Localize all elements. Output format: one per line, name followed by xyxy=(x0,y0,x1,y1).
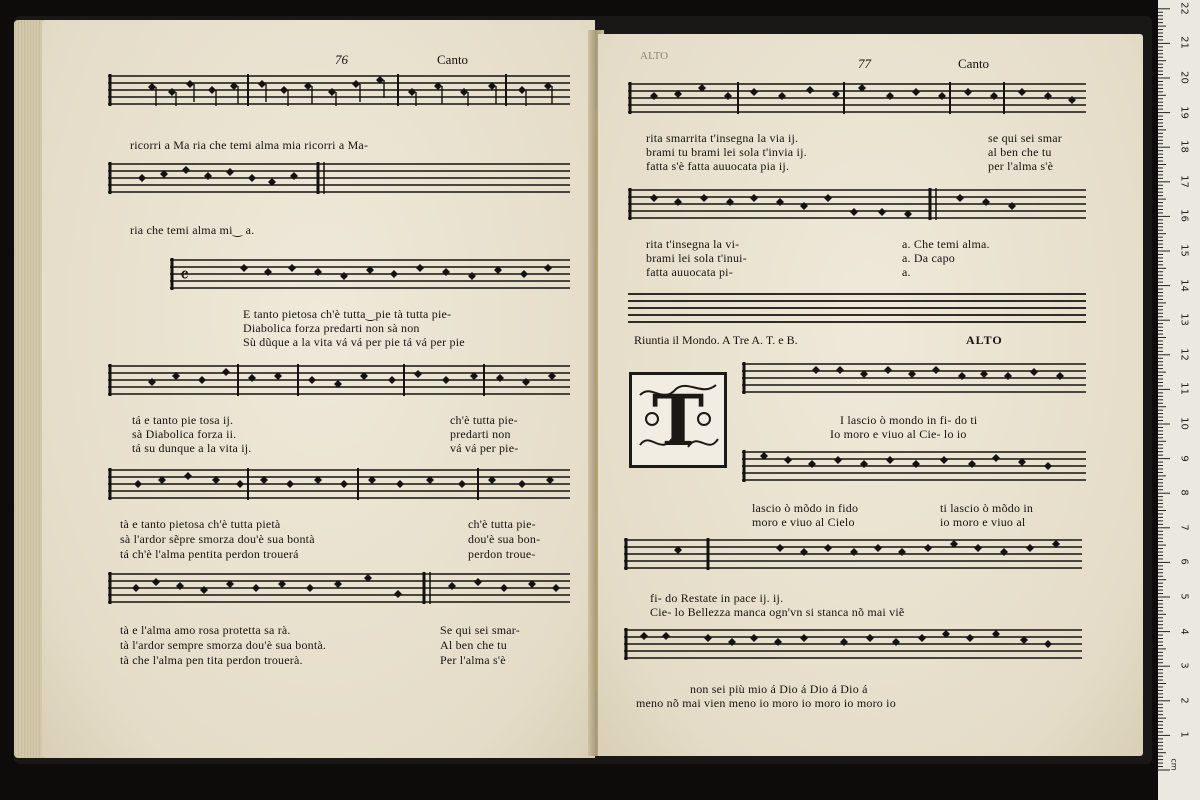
lyric-line: ricorri a Ma ria che temi alma mia ricorri a Ma- xyxy=(130,138,369,152)
part-label: Canto xyxy=(958,56,990,71)
ruler-number: 4 xyxy=(1178,627,1190,635)
ruler-number: 8 xyxy=(1178,489,1190,496)
lyric-line: a. Che temi alma. xyxy=(902,237,990,251)
ruler-number: 9 xyxy=(1178,454,1190,462)
lyric-line: tá su dunque a la vita ij. xyxy=(132,441,252,455)
lyric-line: Diabolica forza predarti non sà non xyxy=(243,321,420,335)
lyric-line: meno nõ mai vien meno io moro io moro io moro io xyxy=(636,696,896,710)
lyric-line: tà e l'alma amo rosa protetta sa rà. xyxy=(120,623,291,637)
lyric-line: I lascio ò mondo in fi- do ti xyxy=(840,413,978,427)
music-staff xyxy=(624,536,1082,570)
music-staff xyxy=(628,186,1086,220)
ruler-number: 11 xyxy=(1178,382,1190,396)
music-staff xyxy=(108,466,570,500)
lyric-line: rita smarrita t'insegna la via ij. xyxy=(646,131,799,145)
lyric-line: Sù dũque a la vita vá vá per pie tá vá per pie xyxy=(243,335,465,349)
ruler-number: 14 xyxy=(1178,278,1190,292)
lyric-line: se qui sei smar xyxy=(988,131,1062,145)
lyric-line: tà e tanto pietosa ch'è tutta pietà xyxy=(120,517,281,531)
lyric-line: fatta s'è fatta auuocata pia ij. xyxy=(646,159,790,173)
lyric-line: ria che temi alma mi‿ a. xyxy=(130,223,255,237)
music-staff xyxy=(628,80,1086,114)
ruler-number: 20 xyxy=(1178,71,1190,84)
lyric-line: dou'è sua bon- xyxy=(468,532,541,546)
music-staff xyxy=(742,448,1086,482)
page-number: 77 xyxy=(858,56,871,71)
ruler-number: 6 xyxy=(1178,558,1190,566)
music-staff xyxy=(170,256,570,290)
lyric-line: E tanto pietosa ch'è tutta‿pie tà tutta pie- xyxy=(243,307,452,321)
lyric-line: tá ch'è l'alma pentita perdon trouerá xyxy=(120,547,299,561)
lyric-line: Cie- lo Bellezza manca ogn'vn si stanca nõ mai viẽ xyxy=(650,605,905,619)
lyric-line: sà l'ardor sẽpre smorza dou'è sua bontà xyxy=(120,532,315,546)
lyric-line: fi- do Restate in pace ij. ij. xyxy=(650,591,784,605)
lyric-line: a. Da capo xyxy=(902,251,955,265)
ruler-number: 19 xyxy=(1178,105,1190,119)
decorated-initial xyxy=(629,372,727,468)
music-staff xyxy=(624,626,1082,660)
ruler-number: 12 xyxy=(1178,347,1190,361)
ruler-number: 17 xyxy=(1178,174,1190,188)
lyric-line: Io moro e viuo al Cie- lo io xyxy=(830,427,967,441)
ruler-number: 21 xyxy=(1178,36,1190,50)
lyric-line: predarti non xyxy=(450,427,511,441)
ruler-number: 3 xyxy=(1178,662,1190,669)
page-number: 76 xyxy=(335,52,348,67)
ruler-number: 7 xyxy=(1178,524,1190,531)
music-staff xyxy=(108,72,570,106)
lyric-line: Per l'alma s'è xyxy=(440,653,506,667)
ruler-number: 1 xyxy=(1178,731,1190,739)
lyric-line: ch'è tutta pie- xyxy=(468,517,536,531)
music-staff xyxy=(742,360,1086,394)
lyric-line: perdon troue- xyxy=(468,547,536,561)
music-staff xyxy=(108,570,570,604)
lyric-line: rita t'insegna la vi- xyxy=(646,237,740,251)
music-staff xyxy=(108,160,570,194)
ruler-number: 22 xyxy=(1178,1,1190,15)
measurement-ruler xyxy=(1158,0,1200,800)
lyric-line: vá vá per pie- xyxy=(450,441,519,455)
ruler-number: 18 xyxy=(1178,140,1190,154)
lyric-line: moro e viuo al Cielo xyxy=(752,515,855,529)
ruler-number: 2 xyxy=(1178,697,1190,704)
lyric-line: Al ben che tu xyxy=(440,638,507,652)
ruler-number: 15 xyxy=(1178,244,1190,257)
lyric-line: brami lei sola t'inui- xyxy=(646,251,747,265)
corner-mark: ALTO xyxy=(640,50,669,62)
lyric-line: brami tu brami lei sola t'invia ij. xyxy=(646,145,807,159)
music-staff-empty xyxy=(628,290,1086,324)
ruler-number: 10 xyxy=(1178,417,1190,430)
ruler-number: 13 xyxy=(1178,313,1190,327)
section-voice: ALTO xyxy=(966,333,1003,347)
page-edges xyxy=(14,20,44,758)
ruler-number: 5 xyxy=(1178,593,1190,600)
part-label: Canto xyxy=(437,52,469,67)
lyric-line: tá e tanto pie tosa ij. xyxy=(132,413,234,427)
lyric-line: non sei più mio á Dio á Dio á Dio á xyxy=(690,682,868,696)
lyric-line: per l'alma s'è xyxy=(988,159,1054,173)
lyric-line: tà che l'alma pen tita perdon trouerà. xyxy=(120,653,303,667)
lyric-line: Se qui sei smar- xyxy=(440,623,520,637)
music-staff xyxy=(108,362,570,396)
lyric-line: al ben che tu xyxy=(988,145,1052,159)
ruler-number: 16 xyxy=(1178,209,1190,223)
lyric-line: tà l'ardor sempre smorza dou'è sua bontà. xyxy=(120,638,327,652)
ruler-unit: cm xyxy=(1169,758,1179,771)
lyric-line: fatta auuocata pi- xyxy=(646,265,733,279)
lyric-line: a. xyxy=(902,265,911,279)
lyric-line: ti lascio ò mõdo in xyxy=(940,501,1034,515)
lyric-line: io moro e viuo al xyxy=(940,515,1026,529)
lyric-line: sà Diabolica forza ii. xyxy=(132,427,237,441)
section-heading: Riuntia il Mondo. A Tre A. T. e B. xyxy=(634,333,798,347)
lyric-line: lascio ò mõdo in fido xyxy=(752,501,859,515)
lyric-line: ch'è tutta pie- xyxy=(450,413,518,427)
svg-text:𝄴: 𝄴 xyxy=(180,263,189,287)
initial-letter: T xyxy=(651,378,705,462)
